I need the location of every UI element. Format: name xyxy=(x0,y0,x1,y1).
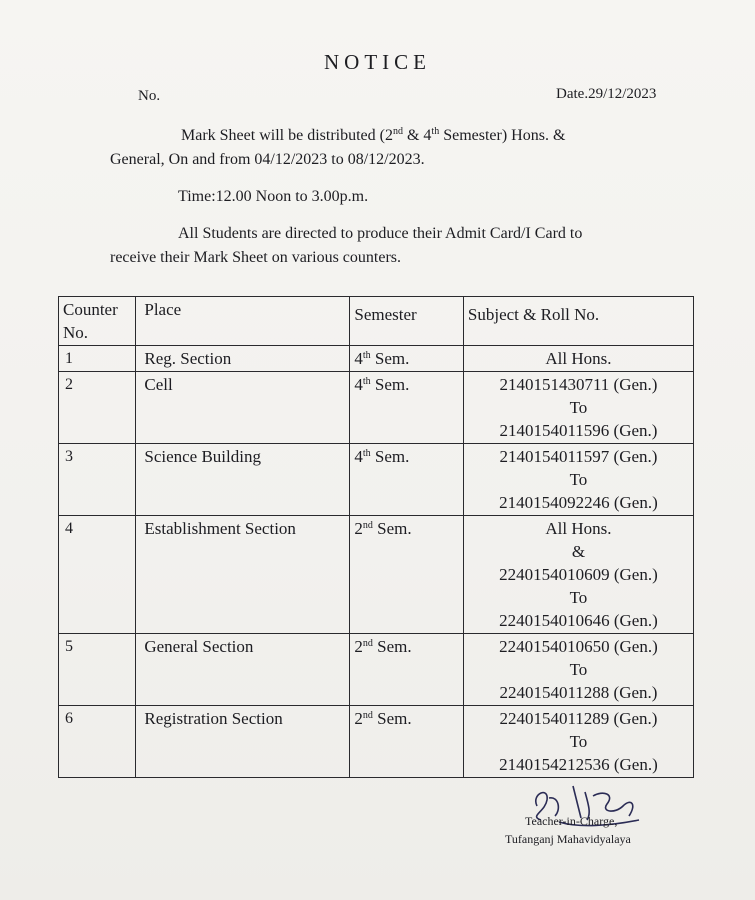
roll-line: 2240154011288 (Gen.) xyxy=(499,683,658,702)
counter-place: Science Building xyxy=(136,444,350,516)
roll-line: 2140154092246 (Gen.) xyxy=(499,493,658,512)
counter-semester: 4th Sem. xyxy=(350,346,464,372)
counter-semester: 2nd Sem. xyxy=(350,634,464,706)
paragraph-1-line-1: Mark Sheet will be distributed (2nd & 4th Semester) Hons. & xyxy=(181,126,566,144)
paragraph-2-line-2: receive their Mark Sheet on various counters. xyxy=(110,249,402,266)
subject-roll-range xyxy=(463,706,693,778)
roll-line: All Hons. xyxy=(545,349,612,368)
paragraph-2-line-1: All Students are directed to produce their Admit Card/I Card to xyxy=(178,225,583,242)
signature-title: Teacher-in-Charge, xyxy=(525,814,618,828)
roll-line: 2140151430711 (Gen.) xyxy=(499,375,658,394)
roll-line: To xyxy=(569,470,588,489)
counter-semester: 2nd Sem. xyxy=(350,516,464,634)
header-counter: Counter No. xyxy=(59,297,136,346)
roll-line: All Hons. xyxy=(545,519,612,538)
roll-line: 2240154011289 (Gen.) xyxy=(499,709,658,728)
counter-semester: 4th Sem. xyxy=(350,372,464,444)
counter-number: 1 xyxy=(59,346,136,372)
notice-title: NOTICE xyxy=(324,50,431,74)
table-row xyxy=(59,346,694,372)
roll-line: 2140154011596 (Gen.) xyxy=(499,421,658,440)
counter-table xyxy=(58,296,694,778)
header-place: Place xyxy=(136,297,350,346)
table-row xyxy=(59,706,694,778)
counter-place: Cell xyxy=(136,372,350,444)
roll-line: 2140154212536 (Gen.) xyxy=(499,755,658,774)
table-row xyxy=(59,372,694,444)
header-semester: Semester xyxy=(350,297,464,346)
counter-number: 4 xyxy=(59,516,136,634)
counter-semester: 4th Sem. xyxy=(350,444,464,516)
counter-semester: 2nd Sem. xyxy=(350,706,464,778)
distribution-time: Time:12.00 Noon to 3.00p.m. xyxy=(178,188,369,205)
subject-roll-range xyxy=(463,516,693,634)
table-header-row xyxy=(59,297,694,346)
header-subject-roll: Subject & Roll No. xyxy=(463,297,693,346)
roll-line: 2240154010646 (Gen.) xyxy=(499,611,658,630)
subject-roll-range xyxy=(463,634,693,706)
counter-place: Reg. Section xyxy=(136,346,350,372)
roll-line: & xyxy=(571,542,586,561)
roll-line: To xyxy=(569,588,588,607)
table-row xyxy=(59,634,694,706)
counter-number: 2 xyxy=(59,372,136,444)
counter-place: General Section xyxy=(136,634,350,706)
table-body xyxy=(59,346,694,778)
signature-block xyxy=(505,770,665,880)
roll-line: To xyxy=(569,732,588,751)
counter-number: 5 xyxy=(59,634,136,706)
subject-roll-range xyxy=(463,346,693,372)
counter-place: Establishment Section xyxy=(136,516,350,634)
counter-place: Registration Section xyxy=(136,706,350,778)
roll-line: 2140154011597 (Gen.) xyxy=(499,447,658,466)
paragraph-1-line-2: General, On and from 04/12/2023 to 08/12/2023. xyxy=(110,151,425,168)
subject-roll-range xyxy=(463,372,693,444)
notice-number: No. xyxy=(138,88,161,104)
signature-institution: Tufanganj Mahavidyalaya xyxy=(505,832,631,846)
counter-number: 3 xyxy=(59,444,136,516)
roll-line: 2240154010650 (Gen.) xyxy=(499,637,658,656)
table-row xyxy=(59,516,694,634)
subject-roll-range xyxy=(463,444,693,516)
roll-line: To xyxy=(569,398,588,417)
roll-line: 2240154010609 (Gen.) xyxy=(499,565,658,584)
notice-date: Date.29/12/2023 xyxy=(556,86,657,102)
counter-number: 6 xyxy=(59,706,136,778)
roll-line: To xyxy=(569,660,588,679)
table-row xyxy=(59,444,694,516)
